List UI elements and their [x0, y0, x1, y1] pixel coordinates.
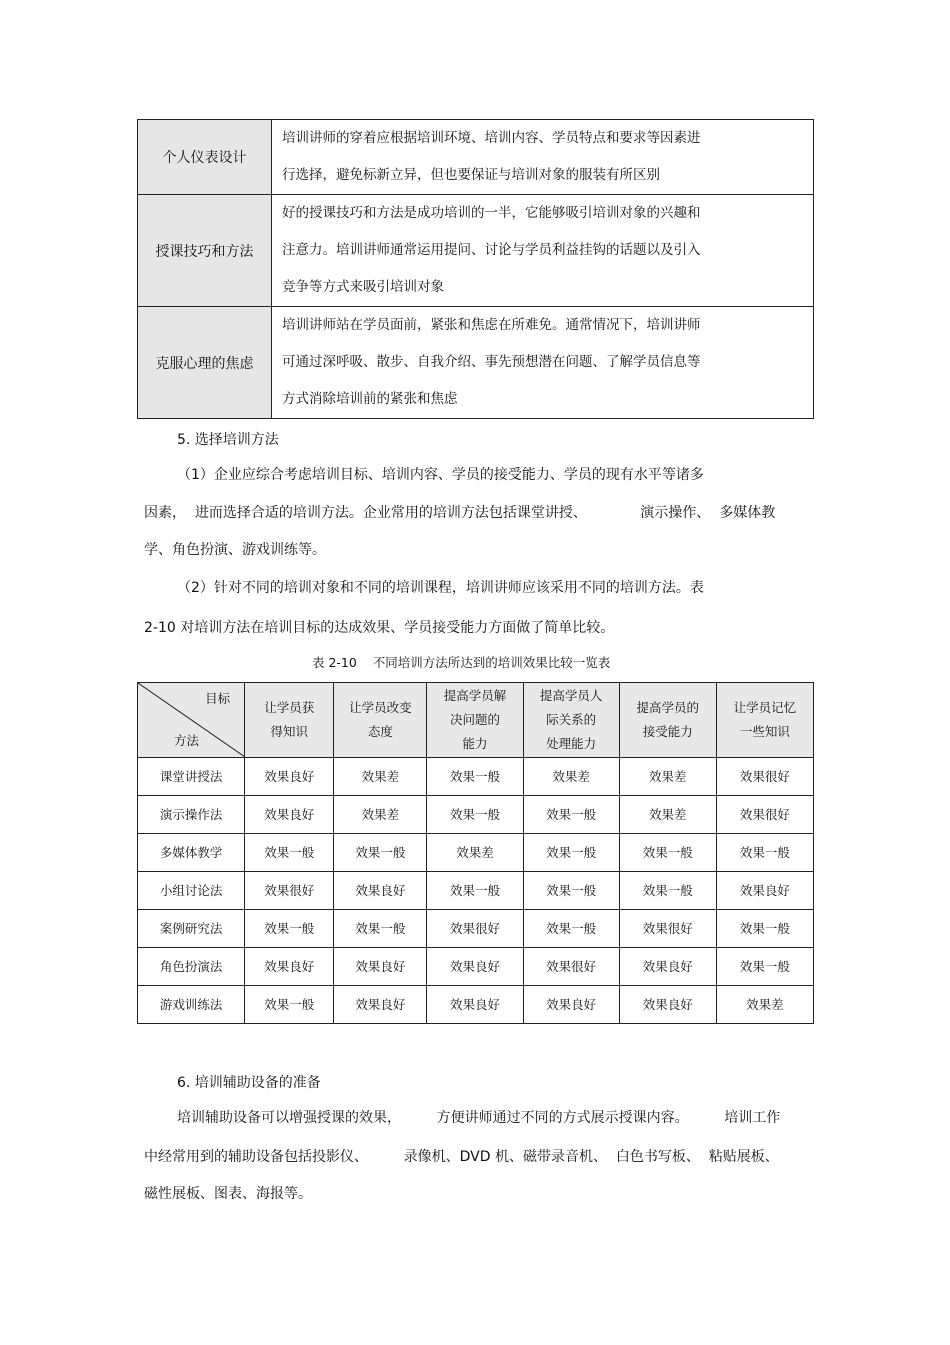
table-row — [138, 758, 814, 796]
content-line: 方式消除培训前的紧张和焦虑 — [282, 391, 458, 407]
section-6-heading: 6. 培训辅助设备的准备 — [177, 1075, 321, 1091]
table-cell: 效果良好 — [334, 948, 427, 986]
table-cell: 效果良好 — [427, 986, 523, 1024]
table-cell: 效果良好 — [245, 796, 334, 834]
table-row — [138, 986, 814, 1024]
table-cell: 效果一般 — [523, 834, 619, 872]
method-cell: 案例研究法 — [138, 910, 245, 948]
header-row — [138, 683, 814, 758]
header-line: 让学员记忆 — [733, 700, 797, 715]
paragraph-line: （2）针对不同的培训对象和不同的培训课程，培训讲师应该采用不同的培训方法。表 — [177, 580, 704, 596]
column-header — [523, 683, 619, 758]
table-cell: 效果一般 — [334, 910, 427, 948]
method-cell: 角色扮演法 — [138, 948, 245, 986]
table-cell: 效果差 — [334, 758, 427, 796]
method-cell: 课堂讲授法 — [138, 758, 245, 796]
header-line: 提高学员的 — [636, 700, 700, 715]
table-cell: 效果很好 — [716, 796, 813, 834]
table-row — [138, 872, 814, 910]
table-cell: 效果良好 — [427, 948, 523, 986]
table-cell: 效果很好 — [245, 872, 334, 910]
paragraph-line: 磁性展板、图表、海报等。 — [144, 1186, 312, 1202]
table-cell: 效果一般 — [427, 758, 523, 796]
row-content — [272, 307, 814, 419]
table-cell: 效果很好 — [716, 758, 813, 796]
table-row — [138, 120, 814, 195]
table-cell: 效果一般 — [245, 834, 334, 872]
table-cell: 效果良好 — [334, 872, 427, 910]
table-cell: 效果一般 — [523, 872, 619, 910]
table-cell: 效果良好 — [334, 986, 427, 1024]
paragraph-line: 2-10 对培训方法在培训目标的达成效果、学员接受能力方面做了简单比较。 — [144, 620, 615, 636]
header-line: 提高学员解 — [443, 688, 507, 703]
content-line: 行选择，避免标新立异，但也要保证与培训对象的服装有所区别 — [282, 167, 660, 183]
column-header — [619, 683, 716, 758]
table-cell: 效果一般 — [716, 834, 813, 872]
table-cell: 效果一般 — [523, 796, 619, 834]
corner-label-goal: 目标 — [205, 691, 231, 706]
corner-label-method: 方法 — [174, 733, 200, 748]
table-cell: 效果一般 — [245, 910, 334, 948]
header-line: 让学员改变 — [349, 700, 412, 715]
table-caption: 表 2-10 不同培训方法所达到的培训效果比较一览表 — [312, 655, 611, 670]
content-line: 竞争等方式来吸引培训对象 — [282, 279, 444, 295]
row-label: 授课技巧和方法 — [138, 195, 272, 307]
section-5-heading: 5. 选择培训方法 — [177, 432, 279, 448]
header-line: 让学员获 — [264, 700, 315, 715]
content-line: 注意力。培训讲师通常运用提问、讨论与学员利益挂钩的话题以及引入 — [282, 242, 701, 258]
table-row — [138, 307, 814, 419]
content-line: 培训讲师站在学员面前，紧张和焦虑在所难免。通常情况下，培训讲师 — [282, 317, 701, 333]
row-content — [272, 195, 814, 307]
table-row — [138, 948, 814, 986]
table-cell: 效果差 — [427, 834, 523, 872]
header-line: 态度 — [367, 724, 393, 739]
content-line: 培训讲师的穿着应根据培训环境、培训内容、学员特点和要求等因素进 — [282, 130, 701, 146]
method-cell: 演示操作法 — [138, 796, 245, 834]
paragraph-line: （1）企业应综合考虑培训目标、培训内容、学员的接受能力、学员的现有水平等诸多 — [177, 467, 704, 483]
method-cell: 多媒体教学 — [138, 834, 245, 872]
training-method-comparison-table — [137, 682, 814, 1024]
header-line: 接受能力 — [642, 724, 693, 739]
header-line: 际关系的 — [546, 712, 597, 727]
table-row — [138, 834, 814, 872]
header-line: 提高学员人 — [539, 688, 603, 703]
paragraph-line: 学、角色扮演、游戏训练等。 — [144, 542, 326, 558]
corner-header — [138, 683, 245, 758]
row-label: 个人仪表设计 — [138, 120, 272, 195]
table-cell: 效果一般 — [716, 910, 813, 948]
table-cell: 效果一般 — [523, 910, 619, 948]
table-cell: 效果很好 — [523, 948, 619, 986]
header-line: 处理能力 — [546, 736, 597, 751]
table-cell: 效果良好 — [716, 872, 813, 910]
table-cell: 效果良好 — [245, 948, 334, 986]
header-line: 得知识 — [270, 724, 308, 739]
content-line: 好的授课技巧和方法是成功培训的一半，它能够吸引培训对象的兴趣和 — [282, 205, 701, 221]
table-cell: 效果差 — [334, 796, 427, 834]
table-cell: 效果差 — [619, 796, 716, 834]
table-row — [138, 910, 814, 948]
method-cell: 游戏训练法 — [138, 986, 245, 1024]
table-cell: 效果良好 — [523, 986, 619, 1024]
table-cell: 效果一般 — [427, 872, 523, 910]
paragraph-line: 因素， 进而选择合适的培训方法。企业常用的培训方法包括课堂讲授、 演示操作、 多媒体教 — [144, 505, 776, 521]
paragraph-line: 中经常用到的辅助设备包括投影仪、 录像机、DVD 机、磁带录音机、 白色书写板、 粘贴展板、 — [144, 1149, 779, 1165]
table-row — [138, 796, 814, 834]
header-line: 能力 — [462, 736, 488, 751]
table-cell: 效果一般 — [245, 986, 334, 1024]
column-header — [716, 683, 813, 758]
table-cell: 效果一般 — [334, 834, 427, 872]
column-header — [245, 683, 334, 758]
content-line: 可通过深呼吸、散步、自我介绍、事先预想潜在问题、了解学员信息等 — [282, 354, 701, 370]
header-line: 决问题的 — [449, 712, 500, 727]
table-cell: 效果良好 — [245, 758, 334, 796]
table-cell: 效果一般 — [619, 872, 716, 910]
header-line: 一些知识 — [739, 724, 790, 739]
table-cell: 效果良好 — [619, 986, 716, 1024]
table-cell: 效果差 — [523, 758, 619, 796]
table-cell: 效果差 — [619, 758, 716, 796]
table-cell: 效果良好 — [619, 948, 716, 986]
method-cell: 小组讨论法 — [138, 872, 245, 910]
row-content — [272, 120, 814, 195]
table-cell: 效果很好 — [619, 910, 716, 948]
lecturer-guidelines-table — [137, 119, 814, 419]
column-header — [334, 683, 427, 758]
row-label: 克服心理的焦虑 — [138, 307, 272, 419]
table-cell: 效果一般 — [427, 796, 523, 834]
paragraph-line: 培训辅助设备可以增强授课的效果， 方便讲师通过不同的方式展示授课内容。 培训工作 — [177, 1110, 781, 1126]
table-cell: 效果一般 — [619, 834, 716, 872]
table-row — [138, 195, 814, 307]
table-cell: 效果差 — [716, 986, 813, 1024]
table-cell: 效果一般 — [716, 948, 813, 986]
column-header — [427, 683, 523, 758]
table-cell: 效果很好 — [427, 910, 523, 948]
